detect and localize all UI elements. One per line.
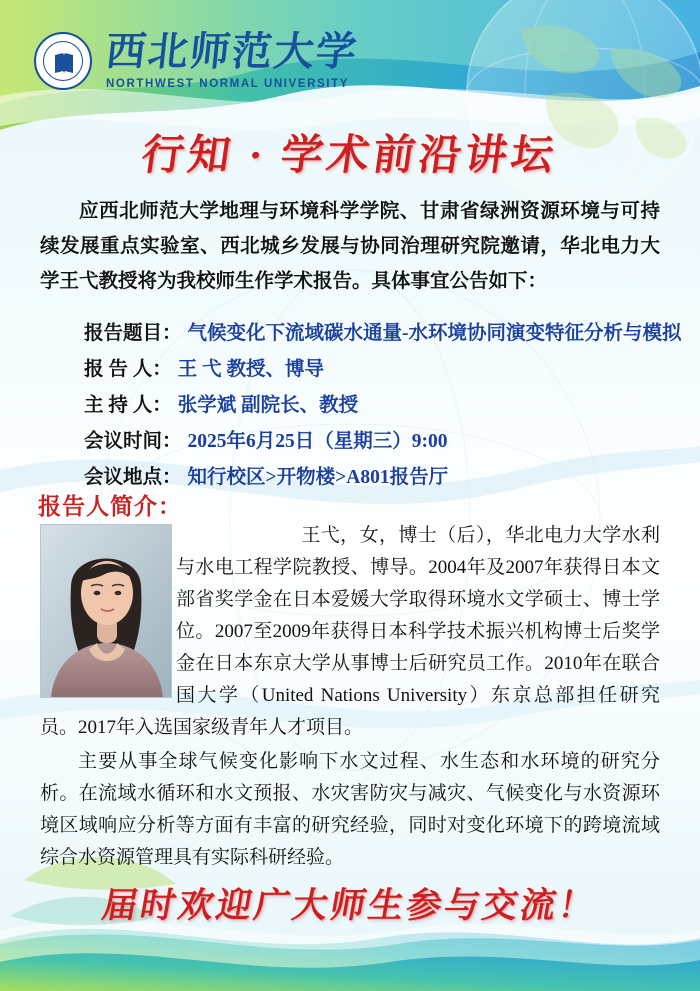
info-row: [84, 428, 684, 456]
university-seal-icon: [34, 32, 92, 90]
page-title: 行知 · 学术前沿讲坛: [138, 133, 561, 179]
bio-paragraph-1: 王弋，女，博士（后），华北电力大学水利与水电工程学院教授、博导。2004年及2007年获得日本文部省奖学金在日本爱媛大学取得环境水文学硕士、博士学位。2007至2009年获得日本科学技术振兴机构博士后奖学金在日本东京大学从事博士后研究员工作。2010年在联合国大学（United Nations University）东京总部担任研究员。2017年入选国家级青年人才项目。: [40, 525, 660, 738]
intro-paragraph: 应西北师范大学地理与环境科学学院、甘肃省绿洲资源环境与可持续发展重点实验室、西北城乡发展与协同治理研究院邀请，华北电力大学王弋教授将为我校师生作学术报告。具体事宜公告如下：: [40, 201, 660, 292]
bio-heading: 报告人简介：: [38, 494, 182, 519]
info-value-location: 知行校区>开物楼>A801报告厅: [187, 467, 449, 488]
speaker-photo: [40, 524, 172, 698]
event-info-list: [84, 320, 684, 500]
info-label-location: 会议地点：: [84, 467, 182, 488]
university-name-cn: 西北师范大学: [103, 29, 361, 74]
info-label-topic: 报告题目：: [84, 323, 182, 344]
info-value-host: 张学斌 副院长、教授: [177, 395, 359, 416]
info-value-speaker: 王 弋 教授、博导: [177, 359, 325, 380]
portrait-illustration: [41, 525, 171, 697]
poster-header: [0, 0, 700, 118]
bio-paragraph-2: 主要从事全球气候变化影响下水文过程、水生态和水环境的研究分析。在流域水循环和水文预报、水灾害防灾与减灾、气候变化与水资源环境区域响应分析等方面有丰富的研究经验，同时对变化环境下的跨境流域综合水资源管理具有实际科研经验。: [40, 751, 660, 868]
closing-slogan: 届时欢迎广大师生参与交流！: [99, 886, 600, 925]
info-row: [84, 392, 684, 420]
info-label-time: 会议时间：: [84, 431, 182, 452]
info-value-time: 2025年6月25日（星期三）9:00: [187, 431, 448, 452]
info-label-host: 主 持 人：: [84, 395, 172, 416]
university-name-en: NORTHWEST NORMAL UNIVERSITY: [106, 78, 349, 90]
info-row: [84, 320, 684, 348]
info-label-speaker: 报 告 人：: [84, 359, 172, 380]
info-value-topic: 气候变化下流域碳水通量-水环境协同演变特征分析与模拟: [187, 323, 682, 344]
university-logo: [34, 29, 361, 90]
info-row: [84, 356, 684, 384]
